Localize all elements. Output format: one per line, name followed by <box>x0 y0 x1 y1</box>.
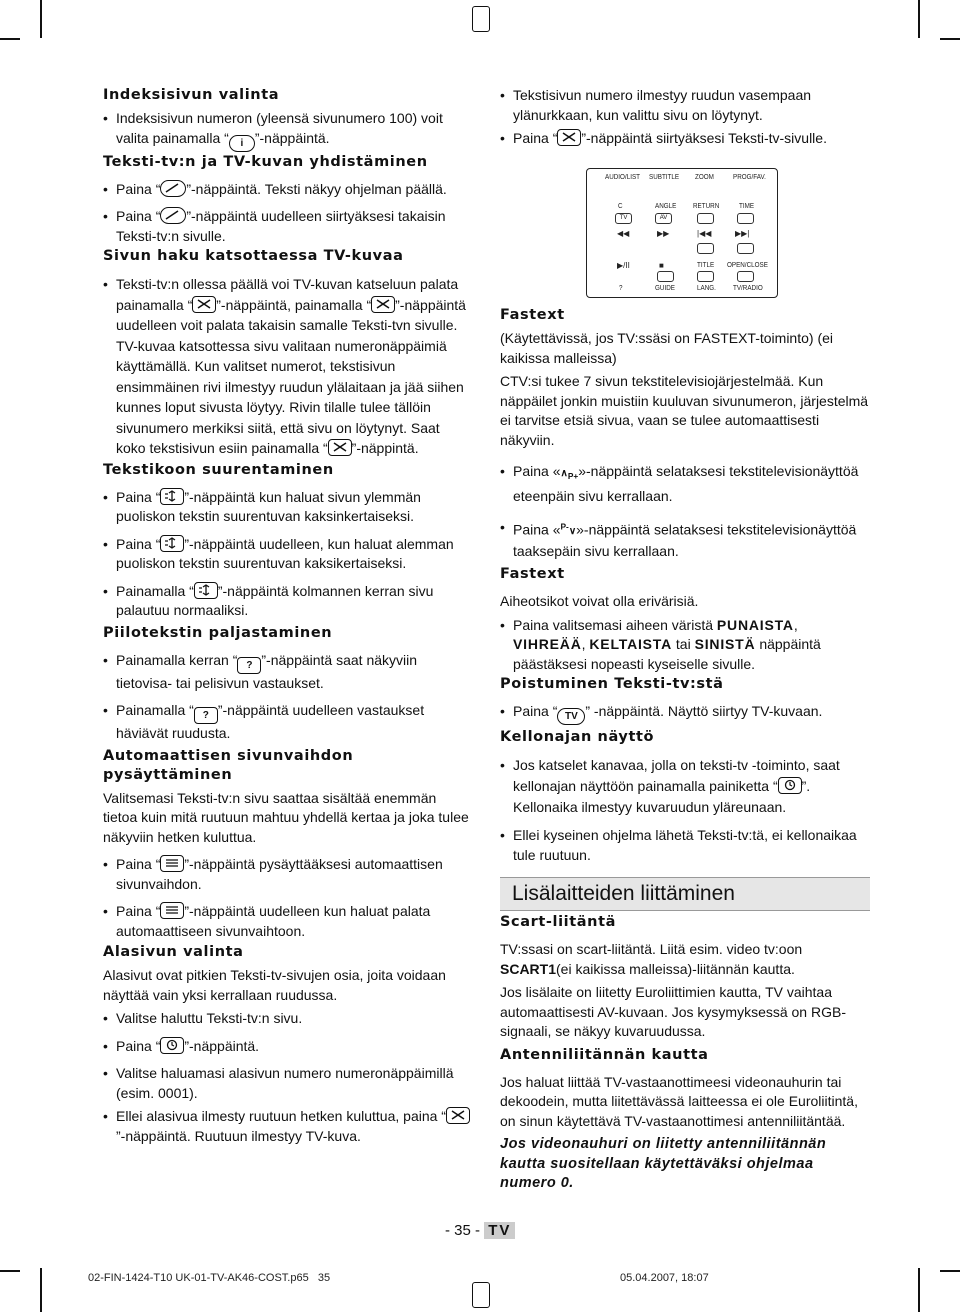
size-key-icon <box>160 535 184 552</box>
paragraph-fastext-1: (Käytettävissä, jos TV:ssäsi on FASTEXT-toiminto) (ei kaikissa malleissa) <box>500 330 833 366</box>
bullet-zoom-3: • Painamalla “ ”-näppäintä kolmannen kerran sivu palautuu normaaliksi. <box>103 582 473 621</box>
crop-mark <box>918 0 920 38</box>
remote-label: PROG/FAV. <box>733 174 766 181</box>
reveal-key-icon: ? <box>194 707 218 724</box>
note-antenna: Jos videonauhuri on liitetty antenniliitännän kautta suositellaan käytettäväksi ohjelmaa numero 0. <box>500 1136 827 1192</box>
cancel-key-icon <box>328 439 352 456</box>
remote-label: AUDIO/LIST <box>605 174 641 181</box>
remote-label: GUIDE <box>655 285 675 292</box>
time-key-icon <box>778 777 802 794</box>
bullet-hold-2: • Paina “ ”-näppäintä uudelleen kun haluat palata automaattiseen sivunvaihtoon. <box>103 902 473 941</box>
heading-subpage: Alasivun valinta <box>103 944 244 960</box>
crop-mark <box>940 38 960 40</box>
bullet-subpage-1: • Valitse haluttu Teksti-tv:n sivu. <box>103 1009 473 1029</box>
remote-control-illustration <box>586 168 778 298</box>
rewind-icon: ◀◀ <box>617 229 630 238</box>
bullet-zoom-2: • Paina “ ”-näppäintä uudelleen, kun haluat alemman puoliskon tekstin suurentuvan kaksikertaiseksi. <box>103 535 473 574</box>
mix-key-icon <box>160 207 186 224</box>
remote-tv-button-icon: TV <box>615 213 632 224</box>
right-column-lower <box>500 306 870 1194</box>
bullet-reveal-1: • Painamalla kerran “ ? ”-näppäintä saat näkyviin tietovisa- tai pelisivun vastaukset. <box>103 651 473 694</box>
cancel-key-icon <box>557 129 581 146</box>
hold-key-icon <box>160 855 184 872</box>
crop-mark <box>0 1270 20 1272</box>
mix-key-icon <box>160 180 186 197</box>
remote-label: SUBTITLE <box>649 174 680 181</box>
crop-mark <box>40 0 42 38</box>
right-column <box>500 86 870 149</box>
heading-antenna: Antenniliitännän kautta <box>500 1046 709 1063</box>
remote-av-button-icon: AV <box>655 213 672 224</box>
heading-combine: Teksti-tv:n ja TV-kuvan yhdistäminen <box>103 153 428 170</box>
bullet-page-down: • Paina «$^{P-}$∨»-näppäintä selataksesi tekstitelevisionäyttöä taaksepäin sivu kerrallaan. <box>500 518 870 561</box>
page-down-icon: $^{P-}$∨ <box>560 522 577 538</box>
cancel-key-icon <box>371 296 395 313</box>
footer-date: 05.04.2007, 18:07 <box>620 1272 709 1284</box>
remote-button-icon <box>697 213 714 224</box>
stop-icon: ■ <box>659 261 664 270</box>
heading-scart: Scart-liitäntä <box>500 914 616 931</box>
crop-mark <box>40 1268 42 1312</box>
registration-mark <box>472 6 490 32</box>
footer-file: 02-FIN-1424-T10 UK-01-TV-AK46-COST.p65 35 <box>88 1272 331 1284</box>
heading-fastext-2: Fastext <box>500 566 565 583</box>
page-up-icon: $\wedge_{P+}$ <box>560 468 579 481</box>
size-key-icon <box>194 582 218 599</box>
remote-label: RETURN <box>693 203 720 210</box>
remote-label: TV/RADIO <box>733 285 763 292</box>
paragraph-subpage: Alasivut ovat pitkien Teksti-tv-sivujen osia, joita voidaan näyttää vain yksi kerrallaan ruudussa. <box>103 967 446 1003</box>
paragraph-scart: TV:ssasi on scart-liitäntä. Liitä esim. video tv:oon SCART1(ei kaikissa malleissa)-liitännän kautta. <box>500 941 803 977</box>
bullet-hold-1: • Paina “ ”-näppäintä pysäyttääksesi automaattisen sivunvaihdon. <box>103 855 473 894</box>
paragraph-euro: Jos lisälaite on liitetty Euroliittimien kautta, TV vaihtaa automaattisesti AV-kuvaan. Jos kysymyksessä on RGB-signaali, se näkyy kuvaruudussa. <box>500 984 846 1040</box>
previous-icon: |◀◀ <box>697 229 712 238</box>
bullet-page-up: • Paina «$\wedge_{P+}$»-näppäintä selataksesi tekstitelevisionäyttöä eteenpäin sivu kerrallaan. <box>500 462 870 506</box>
remote-button-icon <box>737 243 754 254</box>
play-pause-icon: ▶/II <box>617 261 630 270</box>
heading-zoom: Tekstikoon suurentaminen <box>103 461 334 478</box>
info-key-icon: i <box>229 135 255 152</box>
remote-label: ? <box>619 285 623 292</box>
crop-mark <box>0 38 20 40</box>
section-title-devices: Lisälaitteiden liittäminen <box>500 877 870 911</box>
next-icon: ▶▶| <box>735 229 750 238</box>
remote-label: ZOOM <box>695 174 714 181</box>
remote-button-icon <box>657 271 674 282</box>
paragraph-fastext-3: Aiheotsikot voivat olla erivärisiä. <box>500 593 699 610</box>
bullet-top-1: • Tekstisivun numero ilmestyy ruudun vasempaan ylänurkkaan, kun valittu sivu on löytynyt. <box>500 86 870 125</box>
crop-mark <box>940 1270 960 1272</box>
heading-index: Indeksisivun valinta <box>103 87 280 103</box>
tv-key-icon: TV <box>557 708 585 725</box>
fast-forward-icon: ▶▶ <box>657 229 670 238</box>
bullet-clock-2: • Ellei kyseinen ohjelma lähetä Teksti-tv:tä, ei kellonaikaa tule ruutuun. <box>500 826 870 865</box>
remote-label: TIME <box>739 203 755 210</box>
bullet-subpage-3: • Valitse haluamasi alasivun numero numeronäppäimillä (esim. 0001). <box>103 1064 473 1103</box>
time-key-icon <box>160 1037 184 1054</box>
remote-label: ANGLE <box>655 203 677 210</box>
remote-button-icon <box>697 271 714 282</box>
bullet-subpage-4: • Ellei alasivua ilmesty ruutuun hetken kuluttua, paina “ ”-näppäintä. Ruutuun ilmestyy TV-kuva. <box>103 1107 473 1146</box>
heading-exit: Poistuminen Teksti-tv:stä <box>500 676 724 693</box>
bullet-combine-1: • Paina “ ”-näppäintä. Teksti näkyy ohjelman päällä. <box>103 180 473 200</box>
hold-key-icon <box>160 902 184 919</box>
heading-clock: Kellonajan näyttö <box>500 729 655 746</box>
remote-label: OPEN/CLOSE <box>727 262 768 269</box>
bullet-subpage-2: • Paina “ ”-näppäintä. <box>103 1037 473 1057</box>
reveal-key-icon: ? <box>237 657 261 674</box>
heading-search: Sivun haku katsottaessa TV-kuvaa <box>103 248 404 264</box>
paragraph-fastext-2: CTV:si tukee 7 sivun tekstitelevisiojärjestelmää. Kun näppäilet jonkin muistiin kuuluvan sivunumeron, järjestelmä ei tarvitse etsiä sivua, vaan se tulee automaattisesti näkyviin. <box>500 373 869 448</box>
paragraph-antenna: Jos haluat liittää TV-vastaanottimeesi videonauhurin tai dekoodein, mutta liitettävässä laitteessa ei ole Euroliitintä, on sinun käytettävä TV-vastaanottimesi antenniliitäntää. <box>500 1073 858 1129</box>
heading-fastext-1: Fastext <box>500 307 565 323</box>
remote-button-icon <box>697 243 714 254</box>
remote-button-icon <box>737 213 754 224</box>
bullet-zoom-1: • Paina “ ”-näppäintä kun haluat sivun ylemmän puoliskon tekstin suurentuvan kaksinkertaiseksi. <box>103 488 473 527</box>
page-number: - 35 - TV <box>445 1222 515 1239</box>
crop-mark <box>918 1268 920 1312</box>
left-column <box>103 86 473 1146</box>
bullet-index: • Indeksisivun numeron (yleensä sivunumero 100) voit valita painamalla “ i ”-näppäintä. <box>103 109 473 152</box>
bullet-reveal-2: • Painamalla “ ? ”-näppäintä uudelleen vastaukset häviävät ruudusta. <box>103 701 473 744</box>
bullet-colors: • Paina valitsemasi aiheen väristä PUNAISTA, VIHREÄÄ, KELTAISTA tai SINISTÄ näppäintä päästäksesi nopeasti kyseiselle sivulle. <box>500 616 870 675</box>
remote-label: C <box>618 203 623 210</box>
size-key-icon <box>160 488 184 505</box>
heading-hold: Automaattisen sivunvaihdon pysäyttäminen <box>103 747 354 783</box>
cancel-key-icon <box>446 1107 470 1124</box>
remote-label: TITLE <box>697 262 715 269</box>
cancel-key-icon <box>192 296 216 313</box>
bullet-combine-2: • Paina “ ”-näppäintä uudelleen siirtyäksesi takaisin Teksti-tv:n sivulle. <box>103 207 473 246</box>
remote-label: LANG. <box>697 285 716 292</box>
remote-button-icon <box>737 271 754 282</box>
paragraph-hold: Valitsemasi Teksti-tv:n sivu saattaa sisältää enemmän tietoa kuin mitä ruutuun mahtuu yhdellä kertaa ja joka tulee näkyviin hetken kuluttua. <box>103 789 469 845</box>
heading-reveal: Piilotekstin paljastaminen <box>103 624 333 641</box>
bullet-exit: • Paina “ TV ” -näppäintä. Näyttö siirtyy TV-kuvaan. <box>500 702 870 725</box>
registration-mark <box>472 1282 490 1308</box>
bullet-clock-1: • Jos katselet kanavaa, jolla on teksti-tv -toiminto, saat kellonajan näyttöön painamalla painiketta “ ”. Kellonaika ilmestyy kuvaruudun yläreunaan. <box>500 755 870 818</box>
bullet-search: • Teksti-tv:n ollessa päällä voi TV-kuvan katseluun palata painamalla “ ”-näppäintä, painamalla “ ”-näppäintä uudelleen voit palata takaisin samalle Teksti-tvn sivulle. TV-kuvaa katsottessa sivu valitaan numeronäppäimiä käyttämällä. Kun valitset numerot, tekstisivun ensimmäinen rivi ilmestyy ruudun ylälaitaan ja jää siihen kunnes loput sivusta löytyy. Rivin tilalle tulee tällöin sivunumero merkiksi siitä, että sivu on löytynyt. Saat koko tekstisivun esiin painamalla “ ”-näppintä. <box>103 274 473 459</box>
bullet-top-2: • Paina “ ”-näppäintä siirtyäksesi Teksti-tv-sivulle. <box>500 129 870 149</box>
